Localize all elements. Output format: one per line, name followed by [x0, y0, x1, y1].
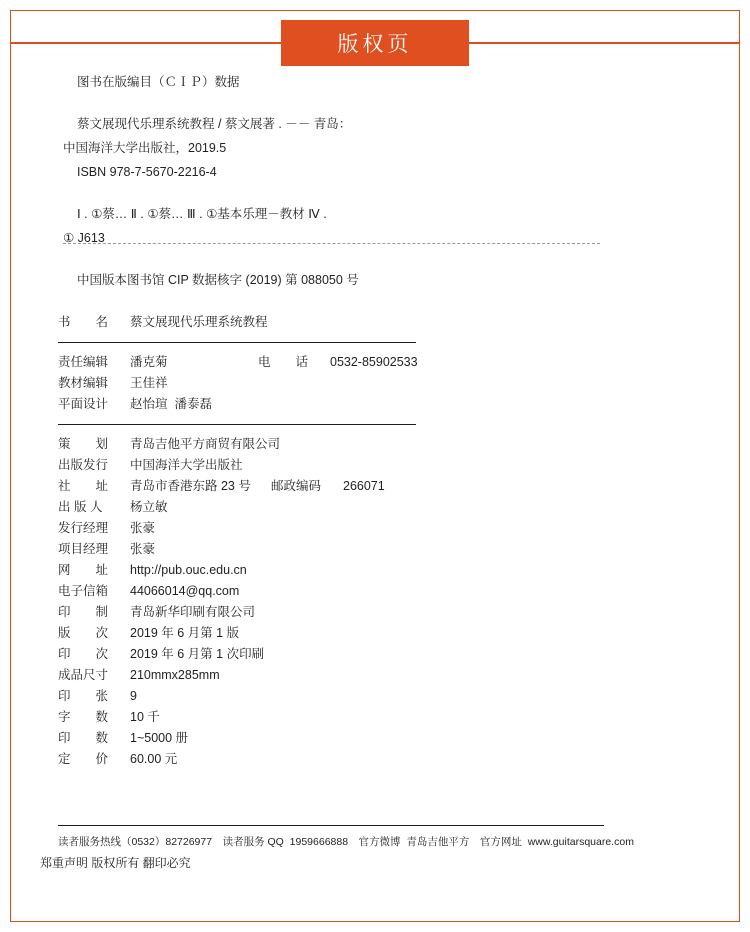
- info-label: 发行经理: [58, 521, 109, 535]
- info-row-planning: [58, 434, 658, 455]
- info-value: 2019 年 6 月第 1 版: [130, 626, 240, 640]
- info-value: 9: [130, 689, 137, 703]
- info-label-postcode: 邮政编码: [271, 479, 322, 493]
- page-title: 版权页: [337, 33, 413, 56]
- cip-title-group: [63, 112, 690, 184]
- info-value: 210mmx285mm: [130, 668, 220, 682]
- cip-registry-group: [63, 268, 690, 292]
- divider-rule-bottom: [58, 424, 416, 425]
- info-row-website: [58, 560, 658, 581]
- info-value: 潘克菊: [130, 355, 168, 369]
- copyright-statement: 郑重声明 版权所有 翻印必究: [40, 856, 191, 870]
- info-row-responsible-editor: [58, 352, 658, 373]
- info-row-word-count: [58, 707, 658, 728]
- info-value: 中国海洋大学出版社: [130, 458, 243, 472]
- cip-block: [63, 70, 690, 292]
- info-label: 出 版 人: [58, 500, 103, 514]
- info-label: 书 名: [58, 315, 109, 329]
- info-row-address: [58, 476, 658, 497]
- info-row-trim-size: [58, 665, 658, 686]
- info-value: 蔡文展现代乐理系统教程: [130, 315, 268, 329]
- info-row-price: [58, 749, 658, 770]
- info-value: 张豪: [130, 521, 156, 535]
- cip-line: 中国海洋大学出版社，2019.5: [63, 141, 227, 155]
- info-row-printing: [58, 602, 658, 623]
- info-label: 印 制: [58, 605, 109, 619]
- info-row-textbook-editor: [58, 373, 658, 394]
- cip-registry-number: 中国版本图书馆 CIP 数据核字 (2019) 第 088050 号: [77, 273, 359, 287]
- info-value-email[interactable]: 44066014@qq.com: [130, 584, 240, 598]
- page-title-banner: [281, 20, 469, 66]
- info-value: 赵怡瑄 潘泰磊: [130, 397, 212, 411]
- cip-line: ISBN 978-7-5670-2216-4: [77, 165, 217, 179]
- divider-rule-top: [58, 342, 416, 343]
- info-row-publisher-person: [58, 497, 658, 518]
- info-row-print-run: [58, 728, 658, 749]
- info-row-email: [58, 581, 658, 602]
- info-value: 1~5000 册: [130, 731, 189, 745]
- info-value-postcode: 266071: [343, 479, 385, 493]
- info-label: 印 次: [58, 647, 109, 661]
- info-value: 青岛吉他平方商贸有限公司: [130, 437, 281, 451]
- info-value: 张豪: [130, 542, 156, 556]
- cip-classification-line: ① J613: [63, 231, 105, 245]
- page-content: [0, 70, 750, 292]
- reader-service-line: 读者服务热线（0532）82726977 读者服务 QQ 1959666888 官方微博 青岛吉他平方 官方网址 www.guitarsquare.com: [58, 836, 634, 848]
- info-label: 项目经理: [58, 542, 109, 556]
- info-label: 网 址: [58, 563, 109, 577]
- info-label: 策 划: [58, 437, 109, 451]
- cip-heading: 图书在版编目（ＣＩＰ）数据: [77, 75, 240, 89]
- footer-divider: [58, 825, 604, 826]
- info-label: 教材编辑: [58, 376, 109, 390]
- publication-info-table: [58, 312, 658, 770]
- info-label: 平面设计: [58, 397, 109, 411]
- info-row-distribution-manager: [58, 518, 658, 539]
- cip-line: 蔡文展现代乐理系统教程 / 蔡文展著 . －－ 青岛：: [77, 117, 352, 131]
- info-row-publisher: [58, 455, 658, 476]
- info-value: 2019 年 6 月第 1 次印刷: [130, 647, 265, 661]
- info-value: 10 千: [130, 710, 160, 724]
- info-value: 青岛新华印刷有限公司: [130, 605, 256, 619]
- info-label: 定 价: [58, 752, 109, 766]
- info-row-book-name: [58, 312, 658, 333]
- info-label: 社 址: [58, 479, 109, 493]
- info-label: 责任编辑: [58, 355, 109, 369]
- info-value: 60.00 元: [130, 752, 178, 766]
- info-value-website[interactable]: http://pub.ouc.edu.cn: [130, 563, 247, 577]
- info-label: 出版发行: [58, 458, 109, 472]
- info-row-impression: [58, 644, 658, 665]
- info-value-phone: 0532-85902533: [330, 355, 418, 369]
- info-value: 杨立敏: [130, 500, 168, 514]
- info-label: 字 数: [58, 710, 109, 724]
- info-label: 印 数: [58, 731, 109, 745]
- info-row-sheets: [58, 686, 658, 707]
- info-label: 印 张: [58, 689, 109, 703]
- info-label-phone: 电 话: [258, 355, 309, 369]
- info-value: 青岛市香港东路 23 号: [130, 479, 251, 493]
- info-row-edition: [58, 623, 658, 644]
- cip-classification-line: Ⅰ . ①蔡… Ⅱ . ①蔡… Ⅲ . ①基本乐理－教材 Ⅳ .: [77, 207, 327, 221]
- info-value: 王佳祥: [130, 376, 168, 390]
- dashed-divider: [63, 243, 600, 244]
- info-label: 版 次: [58, 626, 109, 640]
- info-label: 电子信箱: [58, 584, 109, 598]
- info-row-project-manager: [58, 539, 658, 560]
- info-row-graphic-design: [58, 394, 658, 415]
- info-label: 成品尺寸: [58, 668, 109, 682]
